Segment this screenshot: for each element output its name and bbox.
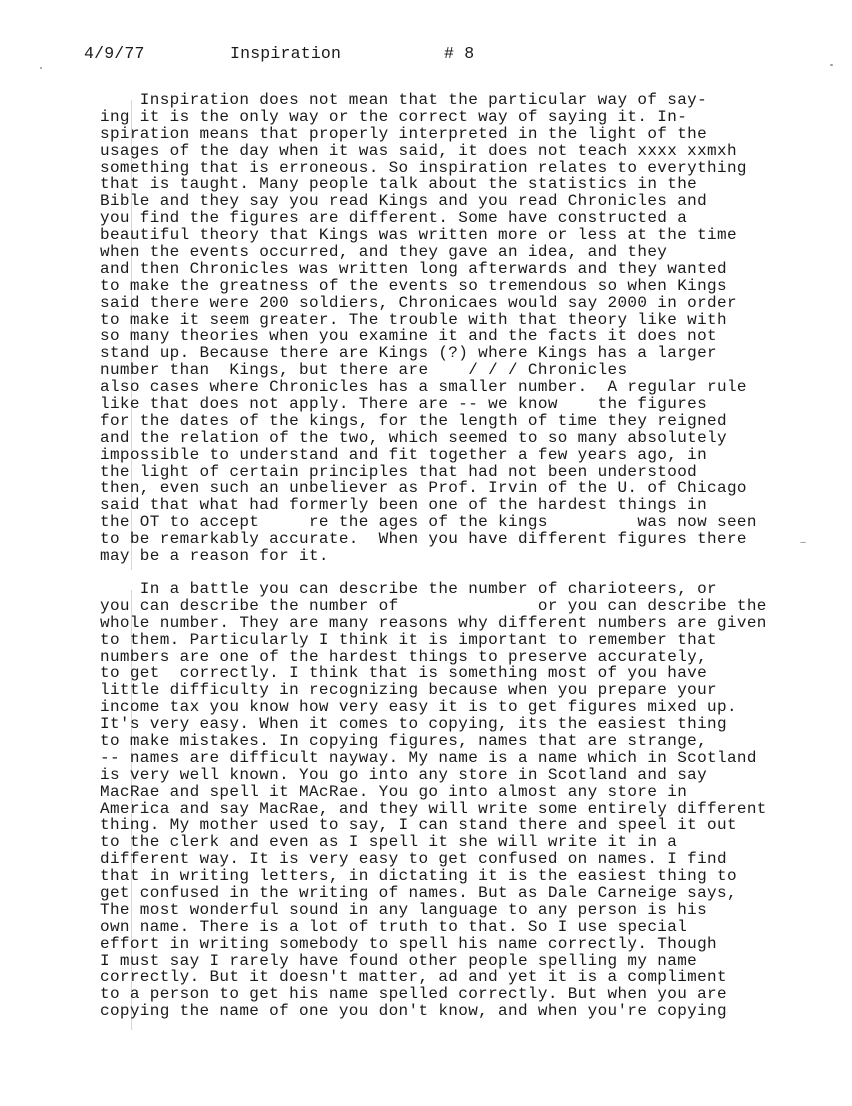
text-line: may be a reason for it. <box>100 547 329 566</box>
text-line: when the events occurred, and they gave an idea, and they <box>100 243 668 262</box>
paragraph-2 <box>100 581 840 1020</box>
text-line: for the dates of the kings, for the length of time they reigned <box>100 411 727 430</box>
text-line: little difficulty in recognizing because when you prepare your <box>100 681 717 700</box>
text-line: to get correctly. I think that is something most of you have <box>100 664 708 683</box>
text-line: thing. My mother used to say, I can stand there and speel it out <box>100 816 737 835</box>
text-line: I must say I rarely have found other people spelling my name <box>100 951 698 970</box>
text-line: The most wonderful sound in any language to any person is his <box>100 900 708 919</box>
text-line: the OT to accept re the ages of the kings was now seen <box>100 513 757 532</box>
text-line: like that does not apply. There are -- we know the figures <box>100 395 708 414</box>
text-line: effort in writing somebody to spell his name correctly. Though <box>100 934 717 953</box>
text-line: In a battle you can describe the number of charioteers, or <box>100 580 717 598</box>
text-line: to them. Particularly I think it is important to remember that <box>100 630 717 649</box>
text-line: the light of certain principles that had not been understood <box>100 462 698 481</box>
text-line: own name. There is a lot of truth to that. So I use special <box>100 917 688 936</box>
text-line: usages of the day when it was said, it does not teach xxxx xxmxh <box>100 141 737 160</box>
text-line: then, even such an unbeliever as Prof. Irvin of the U. of Chicago <box>100 479 747 498</box>
text-line: said that what had formerly been one of the hardest things in <box>100 496 708 515</box>
text-line: It's very easy. When it comes to copying, its the easiest thing <box>100 715 727 734</box>
text-line: impossible to understand and fit together a few years ago, in <box>100 445 708 464</box>
text-line: income tax you know how very easy it is to get figures mixed up. <box>100 698 737 717</box>
text-line: is very well known. You go into any store in Scotland and say <box>100 765 708 784</box>
scan-speck <box>40 67 42 69</box>
text-line: something that is erroneous. So inspiration relates to everything <box>100 158 747 177</box>
header-page-number: # 8 <box>444 44 475 63</box>
text-line: also cases where Chronicles has a smaller number. A regular rule <box>100 378 747 397</box>
text-line: that is taught. Many people talk about the statistics in the <box>100 175 698 194</box>
text-line: and the relation of the two, which seemed to so many absolutely <box>100 428 727 447</box>
text-line: to a person to get his name spelled correctly. But when you are <box>100 985 727 1004</box>
header-date: 4/9/77 <box>84 44 145 63</box>
text-line: to be remarkably accurate. When you have different figures there <box>100 530 747 549</box>
text-line: Bible and they say you read Kings and you read Chronicles and <box>100 192 708 211</box>
text-line: to make it seem greater. The trouble with that theory like with <box>100 310 727 329</box>
text-line: get confused in the writing of names. But as Dale Carneige says, <box>100 884 737 903</box>
text-line: number than Kings, but there are / / / Chronicles <box>100 361 628 380</box>
text-line: and then Chronicles was written long afterwards and they wanted <box>100 259 727 278</box>
scan-speck <box>800 542 806 543</box>
text-line: that in writing letters, in dictating it is the easiest thing to <box>100 867 737 886</box>
text-line: copying the name of one you don't know, and when you're copying <box>100 1002 727 1021</box>
header-title: Inspiration <box>230 44 342 63</box>
text-line: to the clerk and even as I spell it she will write it in a <box>100 833 678 852</box>
text-line: so many theories when you examine it and the facts it does not <box>100 327 717 346</box>
text-line: whole number. They are many reasons why different numbers are given <box>100 613 767 632</box>
text-line: stand up. Because there are Kings (?) where Kings has a larger <box>100 344 717 363</box>
text-line: you can describe the number of or you can describe the <box>100 596 767 615</box>
text-line: to make mistakes. In copying figures, names that are strange, <box>100 732 708 751</box>
text-line: -- names are difficult nayway. My name is a name which in Scotland <box>100 748 757 767</box>
paragraph-1 <box>100 92 840 565</box>
text-line: correctly. But it doesn't matter, ad and yet it is a compliment <box>100 968 727 987</box>
text-line: America and say MacRae, and they will write some entirely different <box>100 799 767 818</box>
scan-speck <box>830 64 833 66</box>
text-line: said there were 200 soldiers, Chronicaes would say 2000 in order <box>100 293 737 312</box>
text-line: spiration means that properly interpreted in the light of the <box>100 124 708 143</box>
text-line: different way. It is very easy to get confused on names. I find <box>100 850 727 869</box>
text-line: Inspiration does not mean that the particular way of say- <box>100 91 708 109</box>
text-line: numbers are one of the hardest things to preserve accurately, <box>100 647 708 666</box>
text-line: to make the greatness of the events so tremendous so when Kings <box>100 276 727 295</box>
text-line: MacRae and spell it MAcRae. You go into almost any store in <box>100 782 688 801</box>
text-line: ing it is the only way or the correct way of saying it. In- <box>100 107 688 126</box>
text-line: beautiful theory that Kings was written more or less at the time <box>100 226 737 245</box>
text-line: you find the figures are different. Some have constructed a <box>100 209 688 228</box>
